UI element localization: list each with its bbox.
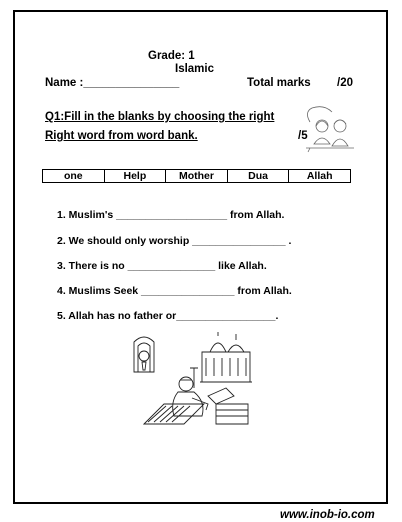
sentence-5: 5. Allah has no father or_________________. bbox=[57, 310, 279, 322]
total-marks-value: /20 bbox=[337, 77, 353, 89]
name-field-label: Name :_______________ bbox=[45, 77, 180, 89]
sentence-2: 2. We should only worship ________________ . bbox=[57, 235, 292, 247]
word-bank-item-dua: Dua bbox=[228, 170, 290, 182]
sentence-4: 4. Muslims Seek ________________ from Allah. bbox=[57, 285, 292, 297]
word-bank-item-allah: Allah bbox=[306, 170, 333, 182]
total-marks-label: Total marks bbox=[247, 77, 311, 89]
sentence-3: 3. There is no _______________ like Allah. bbox=[57, 260, 267, 272]
word-bank-item-help: Help bbox=[105, 170, 167, 182]
sentence-1: 1. Muslim's ___________________ from Allah. bbox=[57, 209, 285, 221]
footer-website: www.inob-io.com bbox=[280, 509, 375, 521]
question-1-marks: /5 bbox=[298, 130, 308, 142]
praying-children-illustration bbox=[302, 104, 358, 154]
word-bank-item-mother: Mother bbox=[166, 170, 228, 182]
subject-label: Islamic bbox=[175, 63, 214, 75]
question-1-instruction-line2: Right word from word bank. bbox=[45, 130, 198, 142]
man-praying-illustration bbox=[130, 332, 255, 427]
word-bank-item-one: one bbox=[43, 170, 105, 182]
question-1-instruction-line1: Q1:Fill in the blanks by choosing the right bbox=[45, 111, 275, 123]
grade-label: Grade: 1 bbox=[148, 50, 195, 62]
word-bank bbox=[42, 169, 351, 183]
